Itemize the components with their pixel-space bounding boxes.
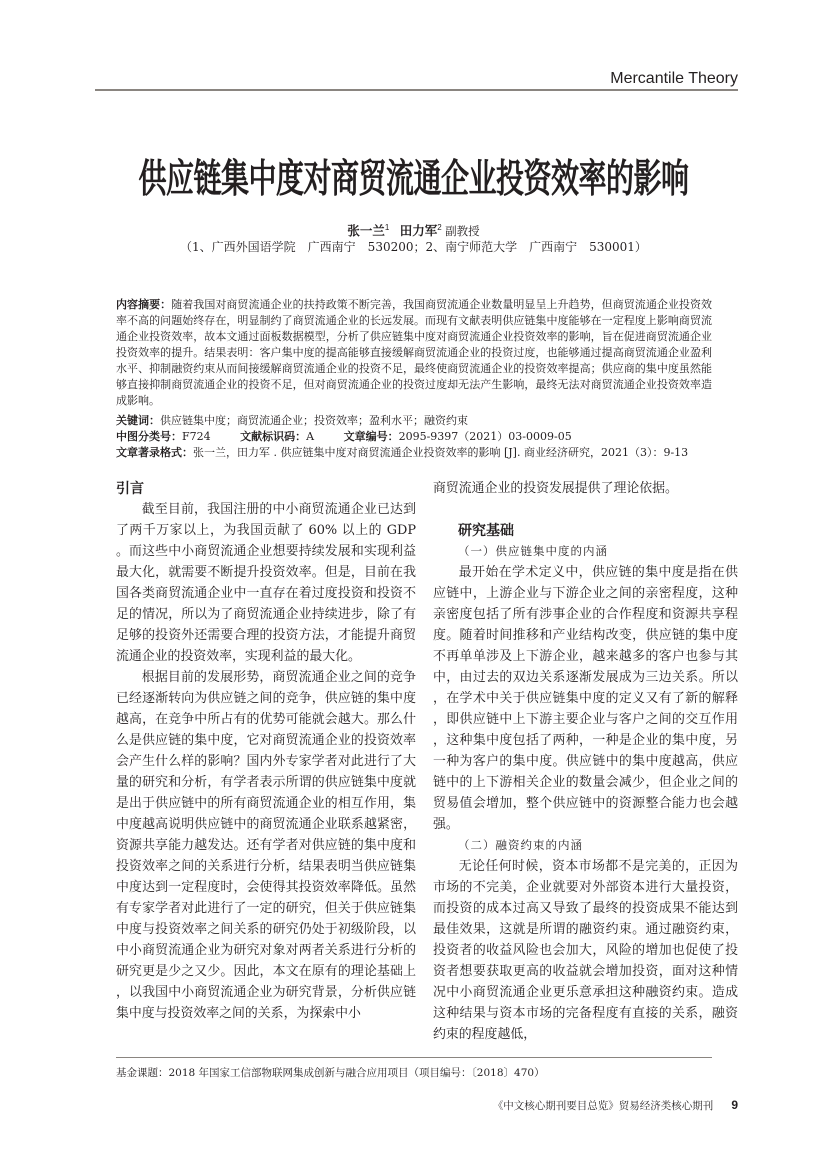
citation-label: 文章著录格式： xyxy=(116,447,193,459)
doc-code-group xyxy=(240,430,314,443)
doc-code-label: 文献标识码： xyxy=(240,431,307,443)
author-rank: 副教授 xyxy=(445,226,480,239)
abstract-label: 内容摘要： xyxy=(116,299,172,311)
paragraph: 截至目前，我国注册的中小商贸流通企业已达到了两千万家以上，为我国贡献了 60% 以上的 GDP。而这些中小商贸流通企业想要持续发展和实现利益最大化，就需要不断提升投资效率。但是，目前在我国各类商贸流通企业中一直存在着过度投资和投资不足的情况，所以为了商贸流通企业持续进步，除了有足够的投资外还需要合理的投资方法，才能提升商贸流通企业的投资效率，实现利益的最大化。 xyxy=(116,502,416,664)
section-heading-intro: 引言 xyxy=(116,480,144,496)
article-no-label: 文章编号： xyxy=(343,431,399,443)
clc-label: 中图分类号： xyxy=(116,431,182,443)
article-no-group xyxy=(344,430,572,443)
page-number: 9 xyxy=(731,1098,738,1112)
section-heading-basis: 研究基础 xyxy=(458,522,514,538)
authors xyxy=(0,220,827,240)
running-header: Mercantile Theory xyxy=(610,70,738,87)
paragraph: 无论任何时候，资本市场都不是完美的，正因为市场的不完美，企业就要对外部资本进行大量投资，而投资的成本过高又导致了最终的投资成果不能达到最佳效果，这就是所谓的融资约束。通过融资约束，投资者的收益风险也会加大，风险的增加也促使了投资者想要获取更高的收益就会增加投资，面对这种情况中小商贸流通企业更乐意承担这种融资约束。造成这种结果与资本市场的完备程度有直接的关系，融资约束的程度越低， xyxy=(433,859,738,1042)
footnote-rule xyxy=(116,1057,712,1058)
subsection-heading: （一）供应链集中度的内涵 xyxy=(458,544,608,558)
citation-format xyxy=(116,445,712,461)
article-body-flow xyxy=(116,297,738,1081)
clc-value: F724 xyxy=(182,430,211,443)
header-rule xyxy=(95,89,738,91)
right-column xyxy=(433,478,738,1045)
author-affil-marker: 2 xyxy=(437,223,442,232)
keywords-text: 供应链集中度；商贸流通企业；投资效率；盈利水平；融资约束 xyxy=(160,414,468,427)
body-columns xyxy=(116,478,738,1045)
article-no-value: 2095-9397（2021）03-0009-05 xyxy=(398,430,572,443)
page-footer xyxy=(493,1098,738,1113)
subsection-heading: （二）融资约束的内涵 xyxy=(458,838,583,852)
doc-code-value: A xyxy=(306,430,315,443)
paragraph-continued: 商贸流通企业的投资发展提供了理论依据。 xyxy=(433,481,678,496)
affiliations: （1、广西外国语学院 广西南宁 530200；2、南宁师范大学 广西南宁 530001） xyxy=(180,240,647,254)
fund-footnote: 基金课题：2018 年国家工信部物联网集成创新与融合应用项目（项目编号：〔2018〕470） xyxy=(116,1067,545,1079)
article-title: 供应链集中度对商贸流通企业投资效率的影响 xyxy=(138,158,689,202)
classification-row xyxy=(116,429,712,445)
keywords xyxy=(116,413,712,429)
abstract-text: 随着我国对商贸流通企业的扶持政策不断完善，我国商贸流通企业数量明显呈上升趋势，但商贸流通企业投资效率不高的问题始终存在，明显制约了商贸流通企业的长远发展。而现有文献表明供应链集中度能够在一定程度上影响商贸流通企业投资效率，故本文通过面板数据模型，分析了供应链集中度对商贸流通企业投资效率的影响，旨在促进商贸流通企业投资效率的提升。结果表明：客户集中度的提高能够直接缓解商贸流通企业的投资过度，也能够通过提高商贸流通企业盈利水平、抑制融资约束从而间接缓解商贸流通企业的投资不足，最终使商贸流通企业的投资效率提高；供应商的集中度虽然能够直接抑制商贸流通企业的投资不足，但对商贸流通企业的投资过度却无法产生影响，最终无法对商贸流通企业投资效率造成影响。 xyxy=(116,298,713,407)
keywords-label: 关键词： xyxy=(116,415,160,427)
paragraph: 最开始在学术定义中，供应链的集中度是指在供应链中，上游企业与下游企业之间的亲密程度，这种亲密度包括了所有涉事企业的合作程度和资源共享程度。随着时间推移和产业结构改变，供应链的集中度不再单单涉及上下游企业，越来越多的客户也参与其中，由过去的双边关系逐渐发展成为三边关系。所以，在学术中关于供应链集中度的定义又有了新的解释，即供应链中上下游主要企业与客户之间的交互作用，这种集中度包括了两种，一种是企业的集中度，另一种为客户的集中度。供应链中的集中度越高，供应链中的上下游相关企业的数量会减少，但企业之间的贸易值会增加，整个供应链中的资源整合能力也会越强。 xyxy=(433,565,738,832)
author-name: 张一兰 xyxy=(347,224,385,239)
clc-group xyxy=(116,430,211,443)
footer-journal: 《中文核心期刊要目总览》贸易经济类核心期刊 xyxy=(492,1100,714,1112)
left-column xyxy=(116,478,416,1045)
citation-text: 张一兰，田力军 . 供应链集中度对商贸流通企业投资效率的影响 [J]. 商业经济研究，2021（3）：9-13 xyxy=(193,446,689,459)
author-affil-marker: 1 xyxy=(384,223,390,232)
paragraph: 根据目前的发展形势，商贸流通企业之间的竞争已经逐渐转向为供应链之间的竞争，供应链的集中度越高，在竞争中所占有的优势可能就会越大。那么什么是供应链的集中度，它对商贸流通企业的投资效率会产生什么样的影响？国内外专家学者对此进行了大量的研究和分析，有学者表示所谓的供应链集中度就是出于供应链中的所有商贸流通企业的相互作用，集中度越高说明供应链中的商贸流通企业联系越紧密，资源共享能力越发达。还有学者对供应链的集中度和投资效率之间的关系进行分析，结果表明当供应链集中度达到一定程度时，会使得其投资效率降低。虽然有专家学者对此进行了一定的研究，但关于供应链集中度与投资效率之间关系的研究仍处于初级阶段，以中小商贸流通企业为研究对象对两者关系进行分析的研究更是少之又少。因此，本文在原有的理论基础上，以我国中小商贸流通企业为研究背景，分析供应链集中度与投资效率之间的关系，为探索中小 xyxy=(116,670,416,1021)
author-name: 田力军 xyxy=(399,224,438,239)
abstract xyxy=(116,297,712,409)
